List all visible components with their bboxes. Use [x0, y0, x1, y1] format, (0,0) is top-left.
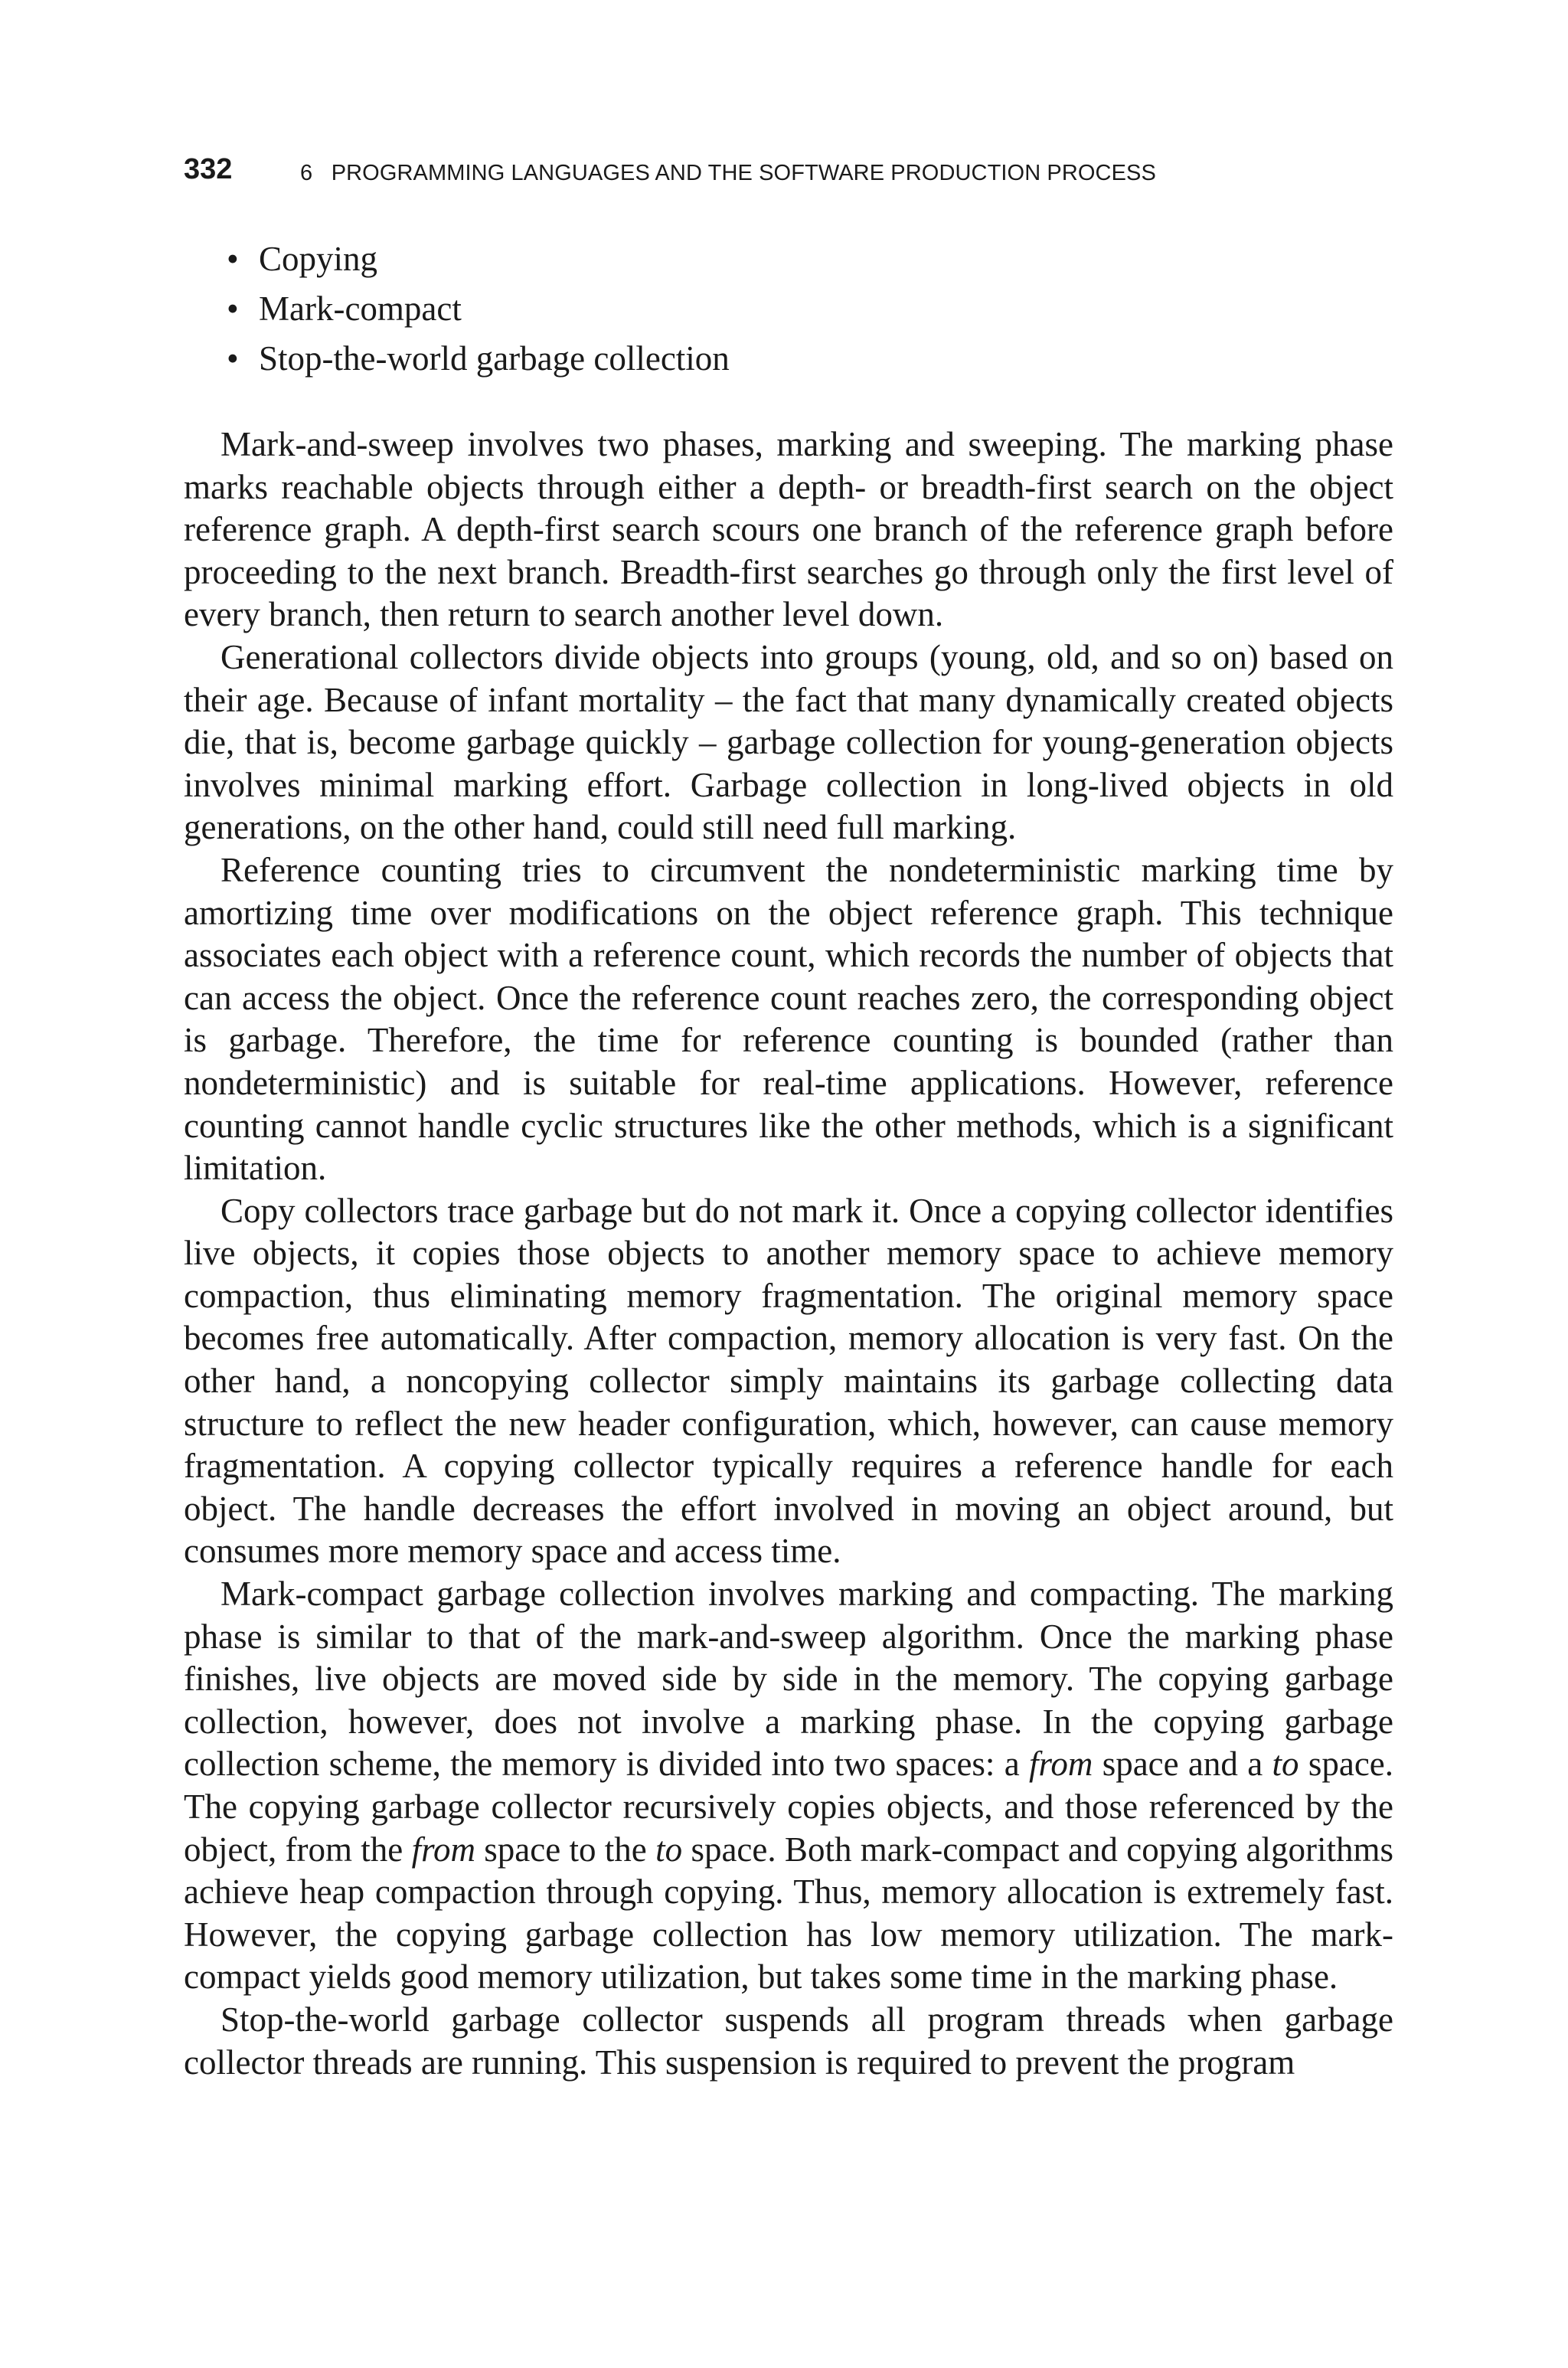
paragraph-copy-collectors: Copy collectors trace garbage but do not mark it. Once a copying collector identifies live objects, it copies those objects to another memory space to achieve memory compaction, thus eliminating memory fragmentation. The original memory space becomes free automatically. After compaction, memory allocation is very fast. On the other hand, a noncopying collector simply maintains its garbage collecting data structure to reflect the new header configuration, which, however, can cause memory fragmentation. A copying collector typically requires a reference handle for each object. The handle decreases the effort involved in moving an object around, but consumes more memory space and access time. [184, 1191, 1393, 1571]
list-item [184, 234, 1393, 284]
page-header [184, 150, 1393, 196]
emphasis: from [1029, 1745, 1093, 1784]
page-number: 332 [184, 153, 233, 185]
list-item [184, 334, 1393, 384]
emphasis: to [655, 1830, 683, 1869]
bullet-icon: • [227, 289, 239, 328]
list-item-text: Mark-compact [259, 289, 462, 328]
list-item [184, 284, 1393, 334]
list-item-text: Copying [259, 240, 378, 278]
bullet-icon: • [227, 339, 239, 378]
paragraph-mark-and-sweep: Mark-and-sweep involves two phases, marking and sweeping. The marking phase marks reachable objects through either a depth- or breadth-first search on the object reference graph. A depth-first search scours one branch of the reference graph before proceeding to the next branch. Breadth-first searches go through only the first level of every branch, then return to search another level down. [184, 425, 1393, 634]
bullet-icon: • [227, 240, 239, 278]
page-body [184, 234, 1393, 2084]
paragraph-mark-compact [184, 1573, 1393, 1999]
emphasis: from [411, 1830, 475, 1869]
paragraph-stop-the-world: Stop-the-world garbage collector suspends all program threads when garbage collector threads are running. This suspension is required to prevent the program [184, 2000, 1393, 2082]
list-item-text: Stop-the-world garbage collection [259, 339, 730, 378]
bullet-list [184, 234, 1393, 384]
emphasis: to [1272, 1745, 1299, 1784]
text-run: Mark-compact garbage collection involves marking and compacting. The marking phase is similar to that of the mark-and-sweep algorithm. Once the marking phase finishes, live objects are moved side by side in the memory. The copying garbage collection, however, does not involve a marking phase. In the copying garbage collection scheme, the memory is divided into two spaces: a [184, 1575, 1393, 1784]
text-run: space to the [484, 1830, 647, 1869]
paragraph-generational: Generational collectors divide objects into groups (young, old, and so on) based on their age. Because of infant mortality – the fact that many dynamically created objects die, that is, become garbage quickly – garbage collection for young-generation objects involves minimal marking effort. Garbage collection in long-lived objects in old generations, on the other hand, could still need full marking. [184, 637, 1393, 847]
text-run: space. Both mark-compact and copying algorithms achieve heap compaction through copying. Thus, memory allocation is extremely fast. However, the copying garbage collection has low memory utilization. The mark-compact yields good memory utilization, but takes some time in the marking phase. [184, 1830, 1393, 1997]
text-run: space and a [1102, 1745, 1263, 1784]
paragraph-reference-counting: Reference counting tries to circumvent the nondeterministic marking time by amortizing time over modifications on the object reference graph. This technique associates each object with a reference count, which records the number of objects that can access the object. Once the reference count reaches zero, the corresponding object is garbage. Therefore, the time for reference counting is bounded (rather than nondeterministic) and is suitable for real-time applications. However, reference counting cannot handle cyclic structures like the other methods, which is a significant limitation. [184, 850, 1393, 1188]
text-run: space. The copying garbage collector recursively copies objects, and those referenced by the object, from the [184, 1745, 1394, 1869]
running-head: 6 PROGRAMMING LANGUAGES AND THE SOFTWARE PRODUCTION PROCESS [300, 161, 1156, 185]
